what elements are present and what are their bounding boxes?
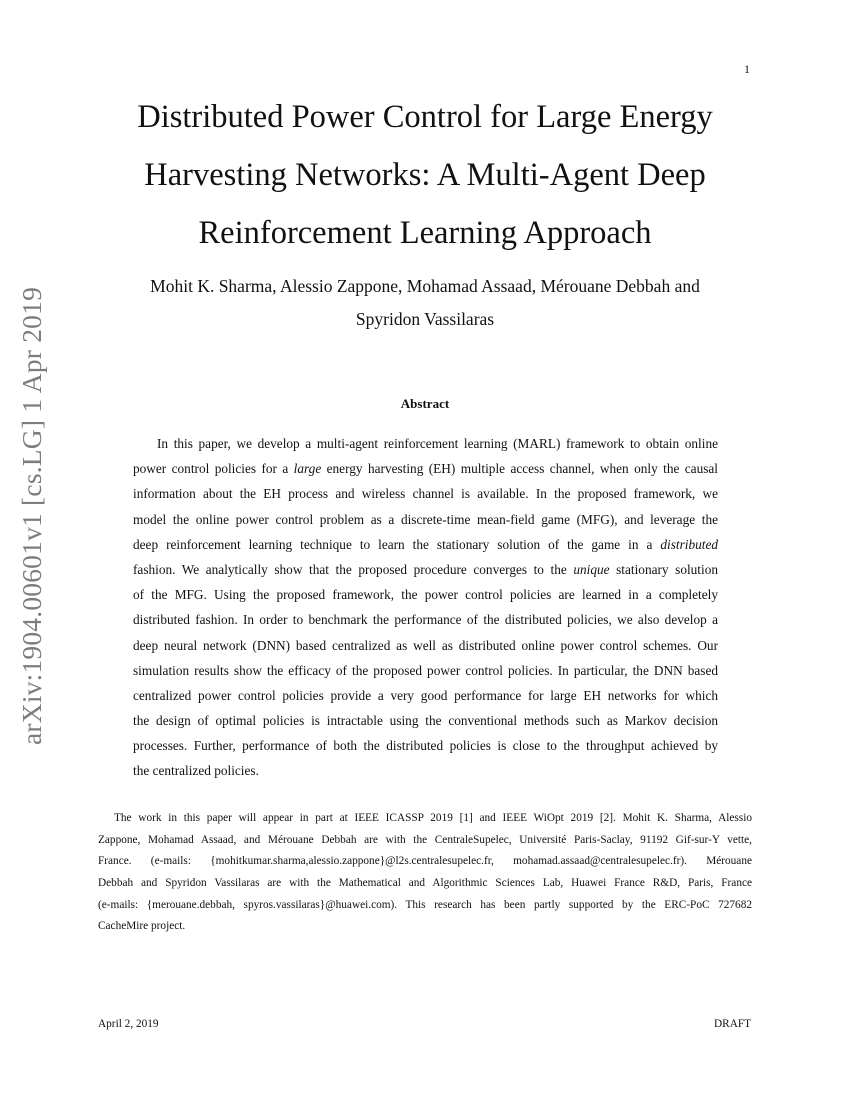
footnote bbox=[98, 808, 752, 938]
abstract-line: deep neural network (DNN) based centralized as well as distributed online power control schemes. Our bbox=[133, 637, 718, 653]
abstract-line: processes. Further, performance of both the distributed policies is close to the throughput achieved by bbox=[133, 738, 718, 754]
emphasis-distributed: distributed bbox=[660, 536, 718, 552]
abstract-line: of the MFG. Using the proposed framework, the power control policies are learned in a completely bbox=[133, 587, 718, 603]
abstract-line: information about the EH process and wireless channel is available. In the proposed framework, we bbox=[133, 486, 718, 502]
abstract-line: centralized power control policies provide a very good performance for large EH networks for which bbox=[133, 687, 718, 703]
footnote-line: France. (e-mails: {mohitkumar.sharma,alessio.zappone}@l2s.centralesupelec.fr, mohamad.assaad@centralesupelec.fr). Mérouane bbox=[98, 855, 752, 868]
footer-status: DRAFT bbox=[714, 1018, 752, 1030]
abstract-line: distributed fashion. In order to benchmark the performance of the distributed policies, we also develop a bbox=[133, 612, 718, 628]
title-line: Reinforcement Learning Approach bbox=[198, 215, 652, 251]
title-line: Harvesting Networks: A Multi-Agent Deep bbox=[144, 157, 706, 193]
abstract-line: deep reinforcement learning technique to learn the stationary solution of the game in a distributed bbox=[133, 536, 718, 552]
author-line: Mohit K. Sharma, Alessio Zappone, Mohamad Assaad, Mérouane Debbah and bbox=[150, 276, 700, 296]
abstract-line: the design of optimal policies is intractable using the conventional methods such as Markov decision bbox=[133, 713, 718, 729]
abstract-line: power control policies for a large energy harvesting (EH) multiple access channel, when only the causal bbox=[133, 461, 718, 477]
abstract-heading: Abstract bbox=[400, 396, 450, 411]
footnote-line: The work in this paper will appear in part at IEEE ICASSP 2019 [1] and IEEE WiOpt 2019 [2]. Mohit K. Sharma, Alessio bbox=[114, 812, 752, 824]
emphasis-unique: unique bbox=[573, 561, 610, 577]
arxiv-identifier-stamp: arXiv:1904.00601v1 [cs.LG] 1 Apr 2019 bbox=[16, 286, 47, 745]
footnote-line: Debbah and Spyridon Vassilaras are with the Mathematical and Algorithmic Sciences Lab, Huawei France R&D, Paris, France bbox=[98, 877, 752, 890]
author-list bbox=[90, 270, 760, 336]
abstract-body bbox=[133, 431, 718, 784]
page-number: 1 bbox=[744, 62, 750, 76]
emphasis-large: large bbox=[293, 461, 322, 477]
paper-title bbox=[90, 88, 760, 262]
abstract-line: simulation results show the efficacy of the proposed power control policies. In particular, the DNN based bbox=[133, 662, 718, 678]
abstract-line: In this paper, we develop a multi-agent reinforcement learning (MARL) framework to obtain online bbox=[157, 436, 718, 451]
footer-date: April 2, 2019 bbox=[98, 1018, 159, 1030]
title-line: Distributed Power Control for Large Energy bbox=[137, 99, 713, 135]
abstract-line: model the online power control problem as a discrete-time mean-field game (MFG), and leverage the bbox=[133, 511, 718, 527]
footnote-line: (e-mails: {merouane.debbah, spyros.vassilaras}@huawei.com). This research has been partly supported by the ERC-PoC 727682 bbox=[98, 898, 752, 911]
abstract-line: the centralized policies. bbox=[133, 763, 259, 779]
author-line: Spyridon Vassilaras bbox=[355, 309, 495, 329]
footnote-line: Zappone, Mohamad Assaad, and Mérouane Debbah are with the CentraleSupelec, Université Paris-Saclay, 91192 Gif-sur-Y vette, bbox=[98, 833, 752, 846]
footnote-line: CacheMire project. bbox=[98, 920, 186, 933]
abstract-line: fashion. We analytically show that the proposed procedure converges to the unique stationary solution bbox=[133, 561, 718, 577]
